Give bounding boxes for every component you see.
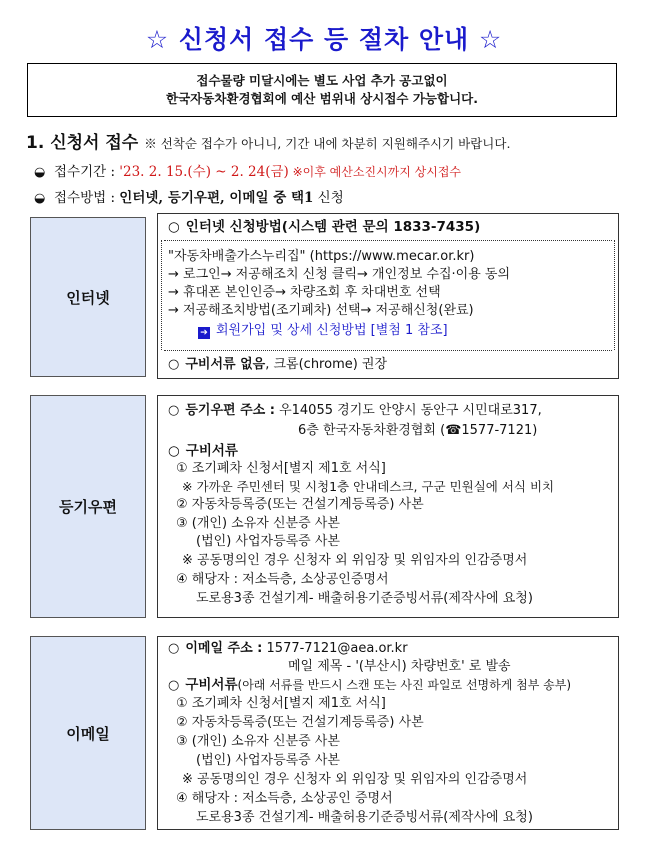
circle-bullet-icon: ○ — [168, 357, 180, 372]
period-row — [34, 160, 644, 180]
page-title: ☆ 신청서 접수 등 절차 안내 ☆ — [145, 25, 503, 54]
internet-site — [168, 248, 474, 266]
circle-bullet-icon: ○ — [168, 403, 180, 418]
radio-bullet-icon: ◒ — [34, 191, 46, 206]
mail-doc-item: ① 조기폐차 신청서[별지 제1호 서식] — [176, 461, 386, 476]
notice-line-1: 접수물량 미달시에는 별도 사업 추가 공고없이 — [196, 73, 448, 88]
internet-docs-rest: , 크롬(chrome) 권장 — [265, 357, 388, 372]
divider — [164, 240, 612, 241]
mail-address — [168, 402, 542, 420]
site-url-link[interactable]: (https://www.mecar.or.kr) — [305, 249, 475, 264]
notice-line-2: 한국자동차환경협회에 예산 범위내 상시접수 가능합니다. — [166, 91, 478, 106]
email-address-value: 1577-7121@aea.or.kr — [262, 641, 408, 656]
mail-box — [157, 395, 619, 618]
circle-bullet-icon: ○ — [168, 641, 180, 656]
internet-docs-bold: 구비서류 없음 — [185, 357, 266, 372]
email-doc-item: ③ (개인) 소유자 신분증 사본 — [176, 734, 340, 749]
site-name: "자동차배출가스누리집" — [168, 249, 306, 264]
mail-address-line-2: 6층 한국자동차환경협회 (☎1577-7121) — [298, 423, 538, 438]
arrow-right-icon: ➔ — [198, 327, 210, 339]
internet-docs — [168, 356, 387, 374]
radio-bullet-icon: ◒ — [34, 165, 46, 180]
signup-guide-text: 회원가입 및 상세 신청방법 [별첨 1 참조] — [216, 323, 448, 338]
period-note: ※이후 예산소진시까지 상시접수 — [288, 165, 462, 179]
section-heading — [26, 128, 646, 153]
email-docs-header — [168, 676, 571, 695]
circle-bullet-icon: ○ — [168, 678, 180, 693]
mail-doc-item: 도로용3종 건설기계- 배출허용기준증빙서류(제작사에 요청) — [196, 591, 533, 606]
mail-docs-header-text: 구비서류 — [185, 443, 238, 459]
email-doc-item: ④ 해당자 : 저소득층, 소상공인 증명서 — [176, 791, 393, 806]
email-box — [157, 636, 619, 830]
email-doc-item: ② 자동차등록증(또는 건설기계등록증) 사본 — [176, 715, 424, 730]
mail-doc-item: ※ 가까운 주민센터 및 시청1층 안내데스크, 구군 민원실에 서식 비치 — [182, 479, 555, 494]
internet-step: → 저공해조치방법(조기폐차) 선택→ 저공해신청(완료) — [168, 303, 474, 318]
mail-doc-item: ③ (개인) 소유자 신분증 사본 — [176, 516, 340, 531]
internet-header — [168, 218, 480, 236]
notice-box — [27, 63, 617, 117]
mail-address-label: 등기우편 주소 : — [185, 403, 275, 418]
period-value: '23. 2. 15.(수) ~ 2. 24(금) — [119, 164, 289, 180]
mail-address-line-1: 우14055 경기도 안양시 동안구 시민대로317, — [274, 403, 542, 418]
internet-step: → 로그인→ 저공해조치 신청 클릭→ 개인정보 수집·이용 동의 — [168, 267, 511, 282]
method-label: 접수방법 : — [54, 190, 120, 206]
section-title: 1. 신청서 접수 — [26, 133, 139, 153]
divider — [614, 240, 615, 350]
email-address-label: 이메일 주소 : — [185, 641, 263, 656]
email-doc-item: ※ 공동명의인 경우 신청자 외 위임장 및 위임자의 인감증명서 — [182, 772, 528, 787]
divider — [164, 350, 612, 351]
mail-doc-item: (법인) 사업자등록증 사본 — [196, 534, 340, 549]
email-subject-line: 메일 제목 - '(부산시) 차량번호' 로 발송 — [288, 659, 511, 674]
email-docs-note: (아래 서류를 반드시 스캔 또는 사진 파일로 선명하게 첨부 송부) — [237, 678, 572, 692]
internet-step: → 휴대폰 본인인증→ 차량조회 후 차대번호 선택 — [168, 285, 441, 300]
internet-box — [157, 213, 619, 379]
mail-doc-item: ④ 해당자 : 저소득층, 소상공인증명서 — [176, 572, 389, 587]
internet-header-text: 인터넷 신청방법(시스템 관련 문의 1833-7435) — [185, 219, 481, 235]
mail-doc-item: ※ 공동명의인 경우 신청자 외 위임장 및 위임자의 인감증명서 — [182, 553, 528, 568]
circle-bullet-icon: ○ — [168, 443, 180, 459]
method-value: 인터넷, 등기우편, 이메일 중 택1 — [119, 190, 314, 206]
email-doc-item: 도로용3종 건설기계- 배출허용기준증빙서류(제작사에 요청) — [196, 810, 533, 825]
side-label-mail: 등기우편 — [30, 395, 146, 618]
period-label: 접수기간 : — [54, 164, 120, 180]
section-note: ※ 선착순 접수가 아니니, 기간 내에 차분히 지원해주시기 바랍니다. — [144, 136, 511, 151]
email-doc-item: (법인) 사업자등록증 사본 — [196, 753, 340, 768]
side-label-email: 이메일 — [30, 636, 146, 830]
circle-bullet-icon: ○ — [168, 219, 180, 235]
side-label-internet: 인터넷 — [30, 217, 146, 377]
email-doc-item: ① 조기폐차 신청서[별지 제1호 서식] — [176, 696, 386, 711]
divider — [161, 240, 162, 350]
signup-guide-link[interactable] — [198, 322, 448, 340]
method-row — [34, 186, 644, 206]
email-docs-header-text: 구비서류 — [185, 677, 238, 693]
email-address — [168, 640, 408, 658]
mail-doc-item: ② 자동차등록증(또는 건설기계등록증) 사본 — [176, 497, 424, 512]
mail-docs-header — [168, 442, 238, 460]
method-suffix: 신청 — [313, 190, 344, 206]
